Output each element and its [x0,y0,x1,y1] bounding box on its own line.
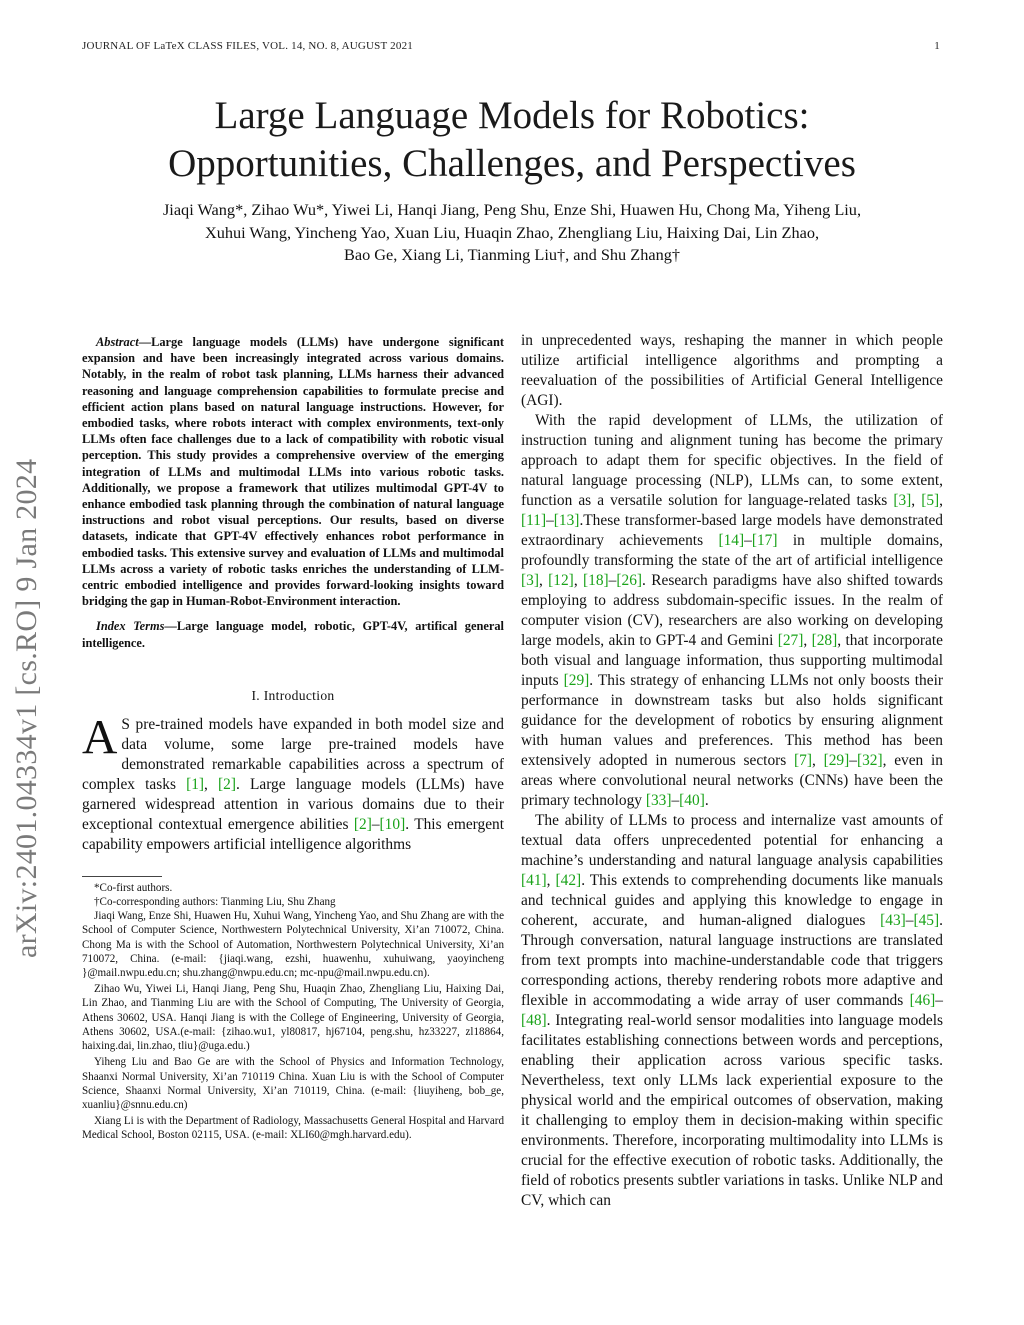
abstract [82,334,504,609]
footnote-co-corresponding: †Co-corresponding authors: Tianming Liu, Shu Zhang [94,896,336,909]
text-run: – [849,752,857,769]
citation-link[interactable]: [45] [913,912,940,929]
citation-link[interactable]: [32] [856,752,883,769]
citation-link[interactable]: [17] [751,532,778,549]
text-run: , [573,572,584,589]
citation-link[interactable]: [26] [616,572,643,589]
title-line-2: Opportunities, Challenges, and Perspectives [168,142,856,185]
text-run: . [704,792,709,809]
citation-link[interactable]: [43] [880,912,906,929]
arxiv-identifier: arXiv:2401.04334v1 [cs.RO] 9 Jan 2024 [10,458,43,958]
title-line-1: Large Language Models for Robotics: [214,94,810,137]
body-paragraph-continuation: in unprecedented ways, reshaping the manner in which people utilize artificial intelligence algorithms and prompting a reevaluation of the possibilities of Artificial General Intelligence (AGI). [521,332,943,409]
text-run: . Integrating real-world sensor modalities into language models facilitates establishing connections between words and perceptions, enabling their application across various specific tasks. Nevertheless, text only LLMs lack experiential exposure to the physical world and the empirical outcomes of observation, making it challenging to employ them in decision-making within specific environments. Therefore, incorporating multimodality into LLMs is crucial for the effective execution of robotic tasks. Additionally, the field of robotics presents subtler variations in tasks. Unlike NLP and CV, which can [521,1012,943,1209]
footnote-affiliation-nwpu: Jiaqi Wang, Enze Shi, Huawen Hu, Xuhui Wang, Yincheng Yao, and Shu Zhang are with the School of Computer Science, Northwestern Polytechnical University, Xi’an 710072, China. Chong Ma is with the School of Automation, Northwestern Polytechnical University, Xi’an 710072, China. (e-mail: {jiaqi.wang, ezshi, huawenhu, xuhuiwang, yaoyincheng }@mail.nwpu.edu.cn; shu.zhang@nwpu.edu.cn; mc-npu@mail.nwpu.edu.cn). [82,910,504,980]
text-run: – [371,815,380,833]
text-run: , [204,775,219,793]
text-run: . Research paradigms have also shifted towards employing to address subdomain-specific issues. In the realm of computer vision (CV), researchers are also working on developing large models, akin to GPT-4 and Gemini [521,572,943,649]
intro-paragraph-1 [82,708,504,855]
citation-link[interactable]: [41] [521,872,547,889]
page-number: 1 [934,40,940,52]
text-run: . This extends to comprehending documents like manuals and technical guides and applying this knowledge to engage in coherent, accurate, and human-aligned dialogues [521,872,943,929]
abstract-text: —Large language models (LLMs) have undergone significant expansion and have been increasingly integrated across various domains. Notably, in the realm of robot task planning, LLMs harness their advanced reasoning and language comprehension capabilities to formulate precise and efficient action plans based on natural language instructions. However, for embodied tasks, where robots interact with complex environments, text-only LLMs often face challenges due to a lack of compatibility with robotic visual perception. This study provides a comprehensive overview of the emerging integration of LLMs and multimodal LLMs into various robotic tasks. Additionally, we propose a framework that utilizes multimodal GPT-4V to enhance embodied task planning through the combination of natural language instructions and robot visual perceptions. Our results, based on diverse datasets, indicate that GPT-4V effectively enhances robot performance in embodied tasks. This extensive survey and evaluation of LLMs and multimodal LLMs across a variety of robotic tasks enriches the understanding of LLM-centric embodied intelligence and provides forward-looking insights toward bridging the gap in Human-Robot-Environment interaction. [82,335,504,609]
body-paragraph-textual-data [521,811,943,1211]
text-run: – [905,912,914,929]
text-run: S pre-trained models have expanded in both model size and data volume, some large pre-trained models have demonstrated remarkable capabilities across a spectrum of complex tasks [82,715,504,793]
journal-name: JOURNAL OF LaTeX CLASS FILES, VOL. 14, NO. 8, AUGUST 2021 [82,40,413,52]
text-run: , [939,492,943,509]
citation-link[interactable]: [46] [909,992,936,1009]
text-run: , [538,572,549,589]
citation-link[interactable]: [5] [921,492,940,509]
authors-line-2: Xuhui Wang, Yincheng Yao, Xuan Liu, Huaqin Zhao, Zhengliang Liu, Haixing Dai, Lin Zhao, [204,222,820,242]
body-paragraph-llm-development [521,411,943,811]
text-run: , [546,872,556,889]
citation-link[interactable]: [7] [794,752,812,769]
authors-line-3: Bao Ge, Xiang Li, Tianming Liu†, and Shu Zhang† [343,245,680,264]
footnote-rule [82,876,162,877]
text-run: , [811,752,824,769]
text-run: – [671,792,680,809]
authors-line-1: Jiaqi Wang*, Zihao Wu*, Yiwei Li, Hanqi Jiang, Peng Shu, Enze Shi, Huawen Hu, Chong Ma, Yiheng Liu, [162,200,862,219]
text-run: .These transformer-based large models have demonstrated extraordinary achievements [521,512,943,549]
citation-link[interactable]: [1] [186,775,205,793]
footnote-affiliation-uga: Zihao Wu, Yiwei Li, Hanqi Jiang, Peng Shu, Huaqin Zhao, Zhengliang Liu, Haixing Dai, Lin Zhao, and Tianming Liu are with the School of Computing, The University of Georgia, Athens 30602, USA. Hanqi Jiang is with the College of Engineering, University of Georgia, Athens 30602, USA.(e-mail: {zihao.wu1, yl80817, hj67104, peng.shu, hz33227, zl18864, haixing.dai, lin.zhao, tliu}@uga.edu.) [82,983,504,1053]
citation-link[interactable]: [29] [823,752,850,769]
left-column [82,334,504,1145]
citation-link[interactable]: [2] [218,775,236,793]
citation-link[interactable]: [33] [645,792,672,809]
text-run: , that incorporate both visual and language information, thus supporting multimodal inputs [521,632,943,689]
text-run: – [546,512,554,529]
citation-link[interactable]: [10] [379,815,406,833]
text-run: , [911,492,922,509]
text-run: – [935,992,943,1009]
text-run: – [608,572,617,589]
paper-title [0,92,1024,188]
citation-link[interactable]: [3] [521,572,539,589]
citation-link[interactable]: [14] [718,532,745,549]
citation-link[interactable]: [3] [893,492,912,509]
footnote-affiliation-snnu: Yiheng Liu and Bao Ge are with the School of Physics and Information Technology, Shaanxi Normal University, Xi’an 710119 China. Xuan Liu is with the School of Computer Science, Shaanxi Normal University, Xi’an 710119, China. (e-mail: {liuyiheng, bob_ge, xuanliu}@snnu.edu.cn) [82,1056,504,1111]
footnote-affiliation-mgh: Xiang Li is with the Department of Radiology, Massachusetts General Hospital and Harvard Medical School, Boston 02115, USA. (e-mail: XLI60@mgh.harvard.edu). [82,1115,504,1142]
abstract-label: Abstract [96,335,139,349]
citation-link[interactable]: [29] [563,672,590,689]
text-run: . This emergent capability empowers artificial intelligence algorithms [82,815,504,853]
section-heading-introduction: I. Introduction [251,687,335,703]
text-run: , even in areas where convolutional neural networks (CNNs) have been the primary technology [521,752,943,809]
drop-cap: A [82,708,118,764]
text-run: With the rapid development of LLMs, the utilization of instruction tuning and alignment tuning has become the primary approach to adapt them for specific objectives. In the field of natural language processing (NLP), LLMs can, to some extent, function as a versatile solution for language-related tasks [521,412,943,509]
citation-link[interactable]: [42] [555,872,582,889]
author-list [60,199,964,267]
citation-link[interactable]: [13] [553,512,580,529]
running-header [82,40,940,52]
footnote-co-first: *Co-first authors. [94,881,173,894]
text-run: . Through conversation, natural language instructions are translated from text prompts into machine-understandable code that triggers corresponding actions, thereby rendering robots more adaptive and flexible in accommodating a wide array of user commands [521,912,943,1009]
index-terms-label: Index Terms [96,619,165,634]
right-column [521,331,943,1211]
citation-link[interactable]: [48] [521,1012,547,1029]
text-run: in multiple domains, profoundly transforming the state of the art of artificial intelligence [521,532,943,569]
text-run: . This strategy of enhancing LLMs not only boosts their performance in downstream tasks but also holds significant guidance for the development of robotics by ensuring alignment with human values and preferences. This method has been extensively adopted in numerous sectors [521,672,943,769]
text-run: . Large language models (LLMs) have garnered widespread attention in various domains due to their exceptional contextual emergence abilities [82,775,504,833]
citation-link[interactable]: [27] [777,632,804,649]
text-run: – [744,532,752,549]
text-run: The ability of LLMs to process and internalize vast amounts of textual data offers unprecedented potential for enhancing a machine’s understanding and natural language analysis capabilities [521,812,943,869]
citation-link[interactable]: [11] [521,512,547,529]
citation-link[interactable]: [18] [583,572,609,589]
index-terms [82,618,504,650]
citation-link[interactable]: [2] [353,815,372,833]
citation-link[interactable]: [12] [548,572,574,589]
citation-link[interactable]: [28] [811,632,838,649]
citation-link[interactable]: [40] [679,792,705,809]
index-terms-text: —Large language model, robotic, GPT-4V, artifical general intelligence. [82,619,504,650]
text-run: , [803,632,812,649]
